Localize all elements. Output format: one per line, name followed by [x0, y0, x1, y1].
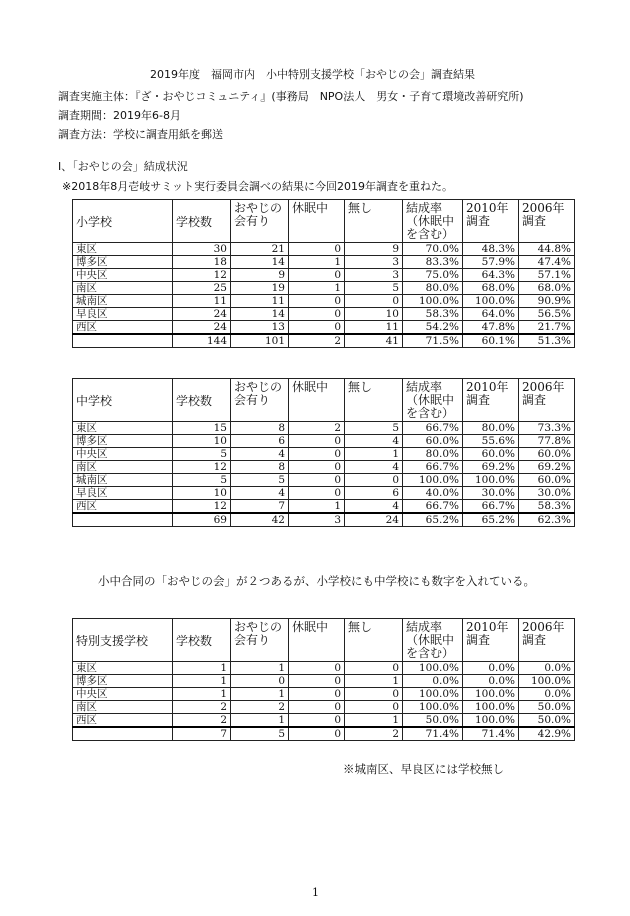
value-cell: 24: [345, 513, 403, 527]
value-cell: 4: [345, 461, 403, 474]
value-cell: 55.6%: [463, 435, 519, 448]
value-cell: 54.2%: [403, 321, 463, 335]
table-row: [73, 474, 575, 487]
value-cell: 5: [231, 727, 289, 741]
section-heading: Ⅰ、「おやじの会」結成状況: [58, 160, 188, 173]
table-row: [73, 295, 575, 308]
value-cell: 66.7%: [403, 500, 463, 514]
table-row: [73, 701, 575, 714]
value-cell: 0: [289, 269, 345, 282]
table-row: [73, 662, 575, 675]
value-cell: 60.0%: [463, 448, 519, 461]
value-cell: 100.0%: [463, 714, 519, 728]
period-line: 調査期間：2019年6-8月: [58, 109, 181, 122]
value-cell: 1: [231, 714, 289, 728]
page-title: 2019年度 福岡市内 小中特別支援学校「おやじの会」調査結果: [150, 68, 475, 81]
value-cell: 0: [289, 435, 345, 448]
table-row: [73, 487, 575, 500]
table-row: [73, 269, 575, 282]
district-cell: 城南区: [73, 295, 173, 308]
value-cell: 5: [231, 474, 289, 487]
col-count: 学校数: [173, 619, 231, 662]
value-cell: 57.9%: [463, 256, 519, 269]
value-cell: 0.0%: [463, 675, 519, 688]
value-cell: 10: [345, 308, 403, 321]
value-cell: 21: [231, 243, 289, 256]
value-cell: 1: [289, 256, 345, 269]
value-cell: 41: [345, 334, 403, 348]
value-cell: 0: [289, 675, 345, 688]
value-cell: 1: [289, 500, 345, 514]
value-cell: 58.3%: [403, 308, 463, 321]
value-cell: 77.8%: [519, 435, 575, 448]
value-cell: 0: [345, 688, 403, 701]
col-2010: 2010年調査: [463, 619, 519, 662]
value-cell: 13: [231, 321, 289, 335]
value-cell: 100.0%: [403, 295, 463, 308]
table-row: [73, 321, 575, 335]
value-cell: 2: [289, 334, 345, 348]
value-cell: 0: [289, 701, 345, 714]
value-cell: 25: [173, 282, 231, 295]
district-cell: 城南区: [73, 474, 173, 487]
col-2006: 2006年調査: [519, 379, 575, 422]
col-dormant: 休眠中: [289, 619, 345, 662]
col-none: 無し: [345, 619, 403, 662]
value-cell: 0: [345, 295, 403, 308]
value-cell: 50.0%: [519, 701, 575, 714]
value-cell: 0: [345, 474, 403, 487]
value-cell: 15: [173, 422, 231, 435]
value-cell: 73.3%: [519, 422, 575, 435]
value-cell: 1: [173, 675, 231, 688]
table-label: 小学校: [73, 200, 173, 243]
value-cell: 5: [345, 282, 403, 295]
value-cell: 66.7%: [463, 500, 519, 514]
district-cell: 西区: [73, 714, 173, 728]
value-cell: 100.0%: [463, 688, 519, 701]
value-cell: 40.0%: [403, 487, 463, 500]
value-cell: 4: [345, 500, 403, 514]
value-cell: 47.8%: [463, 321, 519, 335]
value-cell: 144: [173, 334, 231, 348]
value-cell: 60.0%: [519, 474, 575, 487]
page-number: 1: [312, 886, 319, 899]
value-cell: 2: [231, 701, 289, 714]
table-row: [73, 308, 575, 321]
district-cell: 東区: [73, 243, 173, 256]
value-cell: 11: [173, 295, 231, 308]
value-cell: 12: [173, 269, 231, 282]
table-row: [73, 714, 575, 728]
table-row: [73, 282, 575, 295]
district-cell: 東区: [73, 662, 173, 675]
value-cell: 65.2%: [463, 513, 519, 527]
value-cell: 9: [345, 243, 403, 256]
value-cell: 5: [345, 422, 403, 435]
value-cell: 0: [289, 243, 345, 256]
value-cell: 44.8%: [519, 243, 575, 256]
value-cell: 19: [231, 282, 289, 295]
value-cell: 69.2%: [463, 461, 519, 474]
district-cell: 博多区: [73, 256, 173, 269]
value-cell: 60.1%: [463, 334, 519, 348]
value-cell: 101: [231, 334, 289, 348]
value-cell: 70.0%: [403, 243, 463, 256]
value-cell: 21.7%: [519, 321, 575, 335]
total-row: [73, 727, 575, 741]
value-cell: 100.0%: [463, 701, 519, 714]
col-none: 無し: [345, 200, 403, 243]
table-row: [73, 256, 575, 269]
col-dormant: 休眠中: [289, 379, 345, 422]
value-cell: 47.4%: [519, 256, 575, 269]
special-support-school-table: [72, 618, 575, 741]
value-cell: 0: [289, 688, 345, 701]
value-cell: 10: [173, 487, 231, 500]
value-cell: 100.0%: [403, 662, 463, 675]
district-cell: 南区: [73, 461, 173, 474]
value-cell: 58.3%: [519, 500, 575, 514]
value-cell: 24: [173, 321, 231, 335]
value-cell: 12: [173, 461, 231, 474]
district-cell: [73, 334, 173, 348]
district-cell: 東区: [73, 422, 173, 435]
value-cell: 3: [345, 256, 403, 269]
col-with: おやじの会有り: [231, 619, 289, 662]
value-cell: 30.0%: [463, 487, 519, 500]
value-cell: 50.0%: [403, 714, 463, 728]
section-note: ※2018年8月壱岐サミット実行委員会調べの結果に今回2019年調査を重ねた。: [62, 180, 453, 193]
col-count: 学校数: [173, 200, 231, 243]
value-cell: 14: [231, 256, 289, 269]
table-row: [73, 461, 575, 474]
col-2006: 2006年調査: [519, 619, 575, 662]
value-cell: 83.3%: [403, 256, 463, 269]
value-cell: 80.0%: [403, 282, 463, 295]
value-cell: 0: [289, 487, 345, 500]
value-cell: 69: [173, 513, 231, 527]
value-cell: 30: [173, 243, 231, 256]
value-cell: 0: [289, 308, 345, 321]
value-cell: 71.5%: [403, 334, 463, 348]
value-cell: 68.0%: [463, 282, 519, 295]
value-cell: 57.1%: [519, 269, 575, 282]
value-cell: 1: [173, 688, 231, 701]
district-cell: [73, 513, 173, 527]
value-cell: 6: [345, 487, 403, 500]
value-cell: 80.0%: [463, 422, 519, 435]
value-cell: 0: [289, 474, 345, 487]
value-cell: 0: [289, 461, 345, 474]
district-cell: 中央区: [73, 448, 173, 461]
value-cell: 4: [231, 487, 289, 500]
value-cell: 0.0%: [403, 675, 463, 688]
value-cell: 1: [345, 675, 403, 688]
value-cell: 0.0%: [463, 662, 519, 675]
value-cell: 2: [173, 701, 231, 714]
junior-high-school-table: [72, 378, 575, 527]
value-cell: 2: [345, 727, 403, 741]
value-cell: 0: [289, 448, 345, 461]
value-cell: 6: [231, 435, 289, 448]
value-cell: 14: [231, 308, 289, 321]
value-cell: 0: [289, 662, 345, 675]
col-2006: 2006年調査: [519, 200, 575, 243]
value-cell: 0: [289, 727, 345, 741]
district-cell: 南区: [73, 701, 173, 714]
value-cell: 66.7%: [403, 461, 463, 474]
value-cell: 3: [345, 269, 403, 282]
value-cell: 1: [345, 714, 403, 728]
col-2010: 2010年調査: [463, 200, 519, 243]
value-cell: 11: [345, 321, 403, 335]
value-cell: 64.0%: [463, 308, 519, 321]
value-cell: 1: [231, 688, 289, 701]
value-cell: 100.0%: [519, 675, 575, 688]
value-cell: 51.3%: [519, 334, 575, 348]
value-cell: 9: [231, 269, 289, 282]
method-line: 調査方法：学校に調査用紙を郵送: [58, 128, 223, 141]
col-rate: 結成率（休眠中を含む）: [403, 379, 463, 422]
value-cell: 1: [289, 282, 345, 295]
district-cell: 中央区: [73, 269, 173, 282]
value-cell: 60.0%: [403, 435, 463, 448]
total-row: [73, 334, 575, 348]
district-cell: 南区: [73, 282, 173, 295]
value-cell: 75.0%: [403, 269, 463, 282]
col-with: おやじの会有り: [231, 200, 289, 243]
value-cell: 11: [231, 295, 289, 308]
value-cell: 0.0%: [519, 688, 575, 701]
table-row: [73, 675, 575, 688]
col-count: 学校数: [173, 379, 231, 422]
value-cell: 0: [289, 714, 345, 728]
organizer-line: 調査実施主体：『ざ・おやじコミュニティ』(事務局 NPO法人 男女・子育て環境改善研究所): [58, 90, 524, 103]
col-dormant: 休眠中: [289, 200, 345, 243]
value-cell: 0: [289, 295, 345, 308]
value-cell: 2: [289, 422, 345, 435]
value-cell: 69.2%: [519, 461, 575, 474]
col-with: おやじの会有り: [231, 379, 289, 422]
value-cell: 1: [231, 662, 289, 675]
district-cell: 早良区: [73, 308, 173, 321]
table-row: [73, 422, 575, 435]
value-cell: 0: [345, 662, 403, 675]
col-rate: 結成率（休眠中を含む）: [403, 619, 463, 662]
value-cell: 1: [173, 662, 231, 675]
value-cell: 90.9%: [519, 295, 575, 308]
value-cell: 42: [231, 513, 289, 527]
table-row: [73, 688, 575, 701]
col-rate: 結成率（休眠中を含む）: [403, 200, 463, 243]
value-cell: 60.0%: [519, 448, 575, 461]
value-cell: 62.3%: [519, 513, 575, 527]
value-cell: 0: [345, 701, 403, 714]
table-label: 特別支援学校: [73, 619, 173, 662]
value-cell: 4: [231, 448, 289, 461]
table-row: [73, 243, 575, 256]
value-cell: 5: [173, 448, 231, 461]
value-cell: 7: [173, 727, 231, 741]
table-label: 中学校: [73, 379, 173, 422]
value-cell: 42.9%: [519, 727, 575, 741]
value-cell: 0: [289, 321, 345, 335]
value-cell: 4: [345, 435, 403, 448]
district-cell: [73, 727, 173, 741]
value-cell: 10: [173, 435, 231, 448]
value-cell: 2: [173, 714, 231, 728]
value-cell: 71.4%: [463, 727, 519, 741]
value-cell: 48.3%: [463, 243, 519, 256]
value-cell: 18: [173, 256, 231, 269]
value-cell: 68.0%: [519, 282, 575, 295]
value-cell: 8: [231, 461, 289, 474]
district-cell: 西区: [73, 321, 173, 335]
value-cell: 56.5%: [519, 308, 575, 321]
value-cell: 100.0%: [403, 688, 463, 701]
district-cell: 西区: [73, 500, 173, 514]
no-school-footnote: ※城南区、早良区には学校無し: [343, 762, 504, 776]
district-cell: 中央区: [73, 688, 173, 701]
value-cell: 100.0%: [463, 295, 519, 308]
district-cell: 博多区: [73, 435, 173, 448]
value-cell: 30.0%: [519, 487, 575, 500]
table-row: [73, 435, 575, 448]
value-cell: 3: [289, 513, 345, 527]
table-row: [73, 500, 575, 514]
district-cell: 博多区: [73, 675, 173, 688]
value-cell: 64.3%: [463, 269, 519, 282]
combined-school-note: 小中合同の「おやじの会」が２つあるが、小学校にも中学校にも数字を入れている。: [98, 574, 535, 588]
value-cell: 100.0%: [403, 474, 463, 487]
value-cell: 5: [173, 474, 231, 487]
col-2010: 2010年調査: [463, 379, 519, 422]
value-cell: 0: [231, 675, 289, 688]
elementary-school-table: [72, 199, 575, 348]
value-cell: 0.0%: [519, 662, 575, 675]
value-cell: 100.0%: [403, 701, 463, 714]
value-cell: 66.7%: [403, 422, 463, 435]
value-cell: 24: [173, 308, 231, 321]
value-cell: 71.4%: [403, 727, 463, 741]
district-cell: 早良区: [73, 487, 173, 500]
value-cell: 7: [231, 500, 289, 514]
value-cell: 50.0%: [519, 714, 575, 728]
value-cell: 100.0%: [463, 474, 519, 487]
value-cell: 8: [231, 422, 289, 435]
table-row: [73, 448, 575, 461]
total-row: [73, 513, 575, 527]
col-none: 無し: [345, 379, 403, 422]
value-cell: 12: [173, 500, 231, 514]
value-cell: 80.0%: [403, 448, 463, 461]
value-cell: 65.2%: [403, 513, 463, 527]
value-cell: 1: [345, 448, 403, 461]
